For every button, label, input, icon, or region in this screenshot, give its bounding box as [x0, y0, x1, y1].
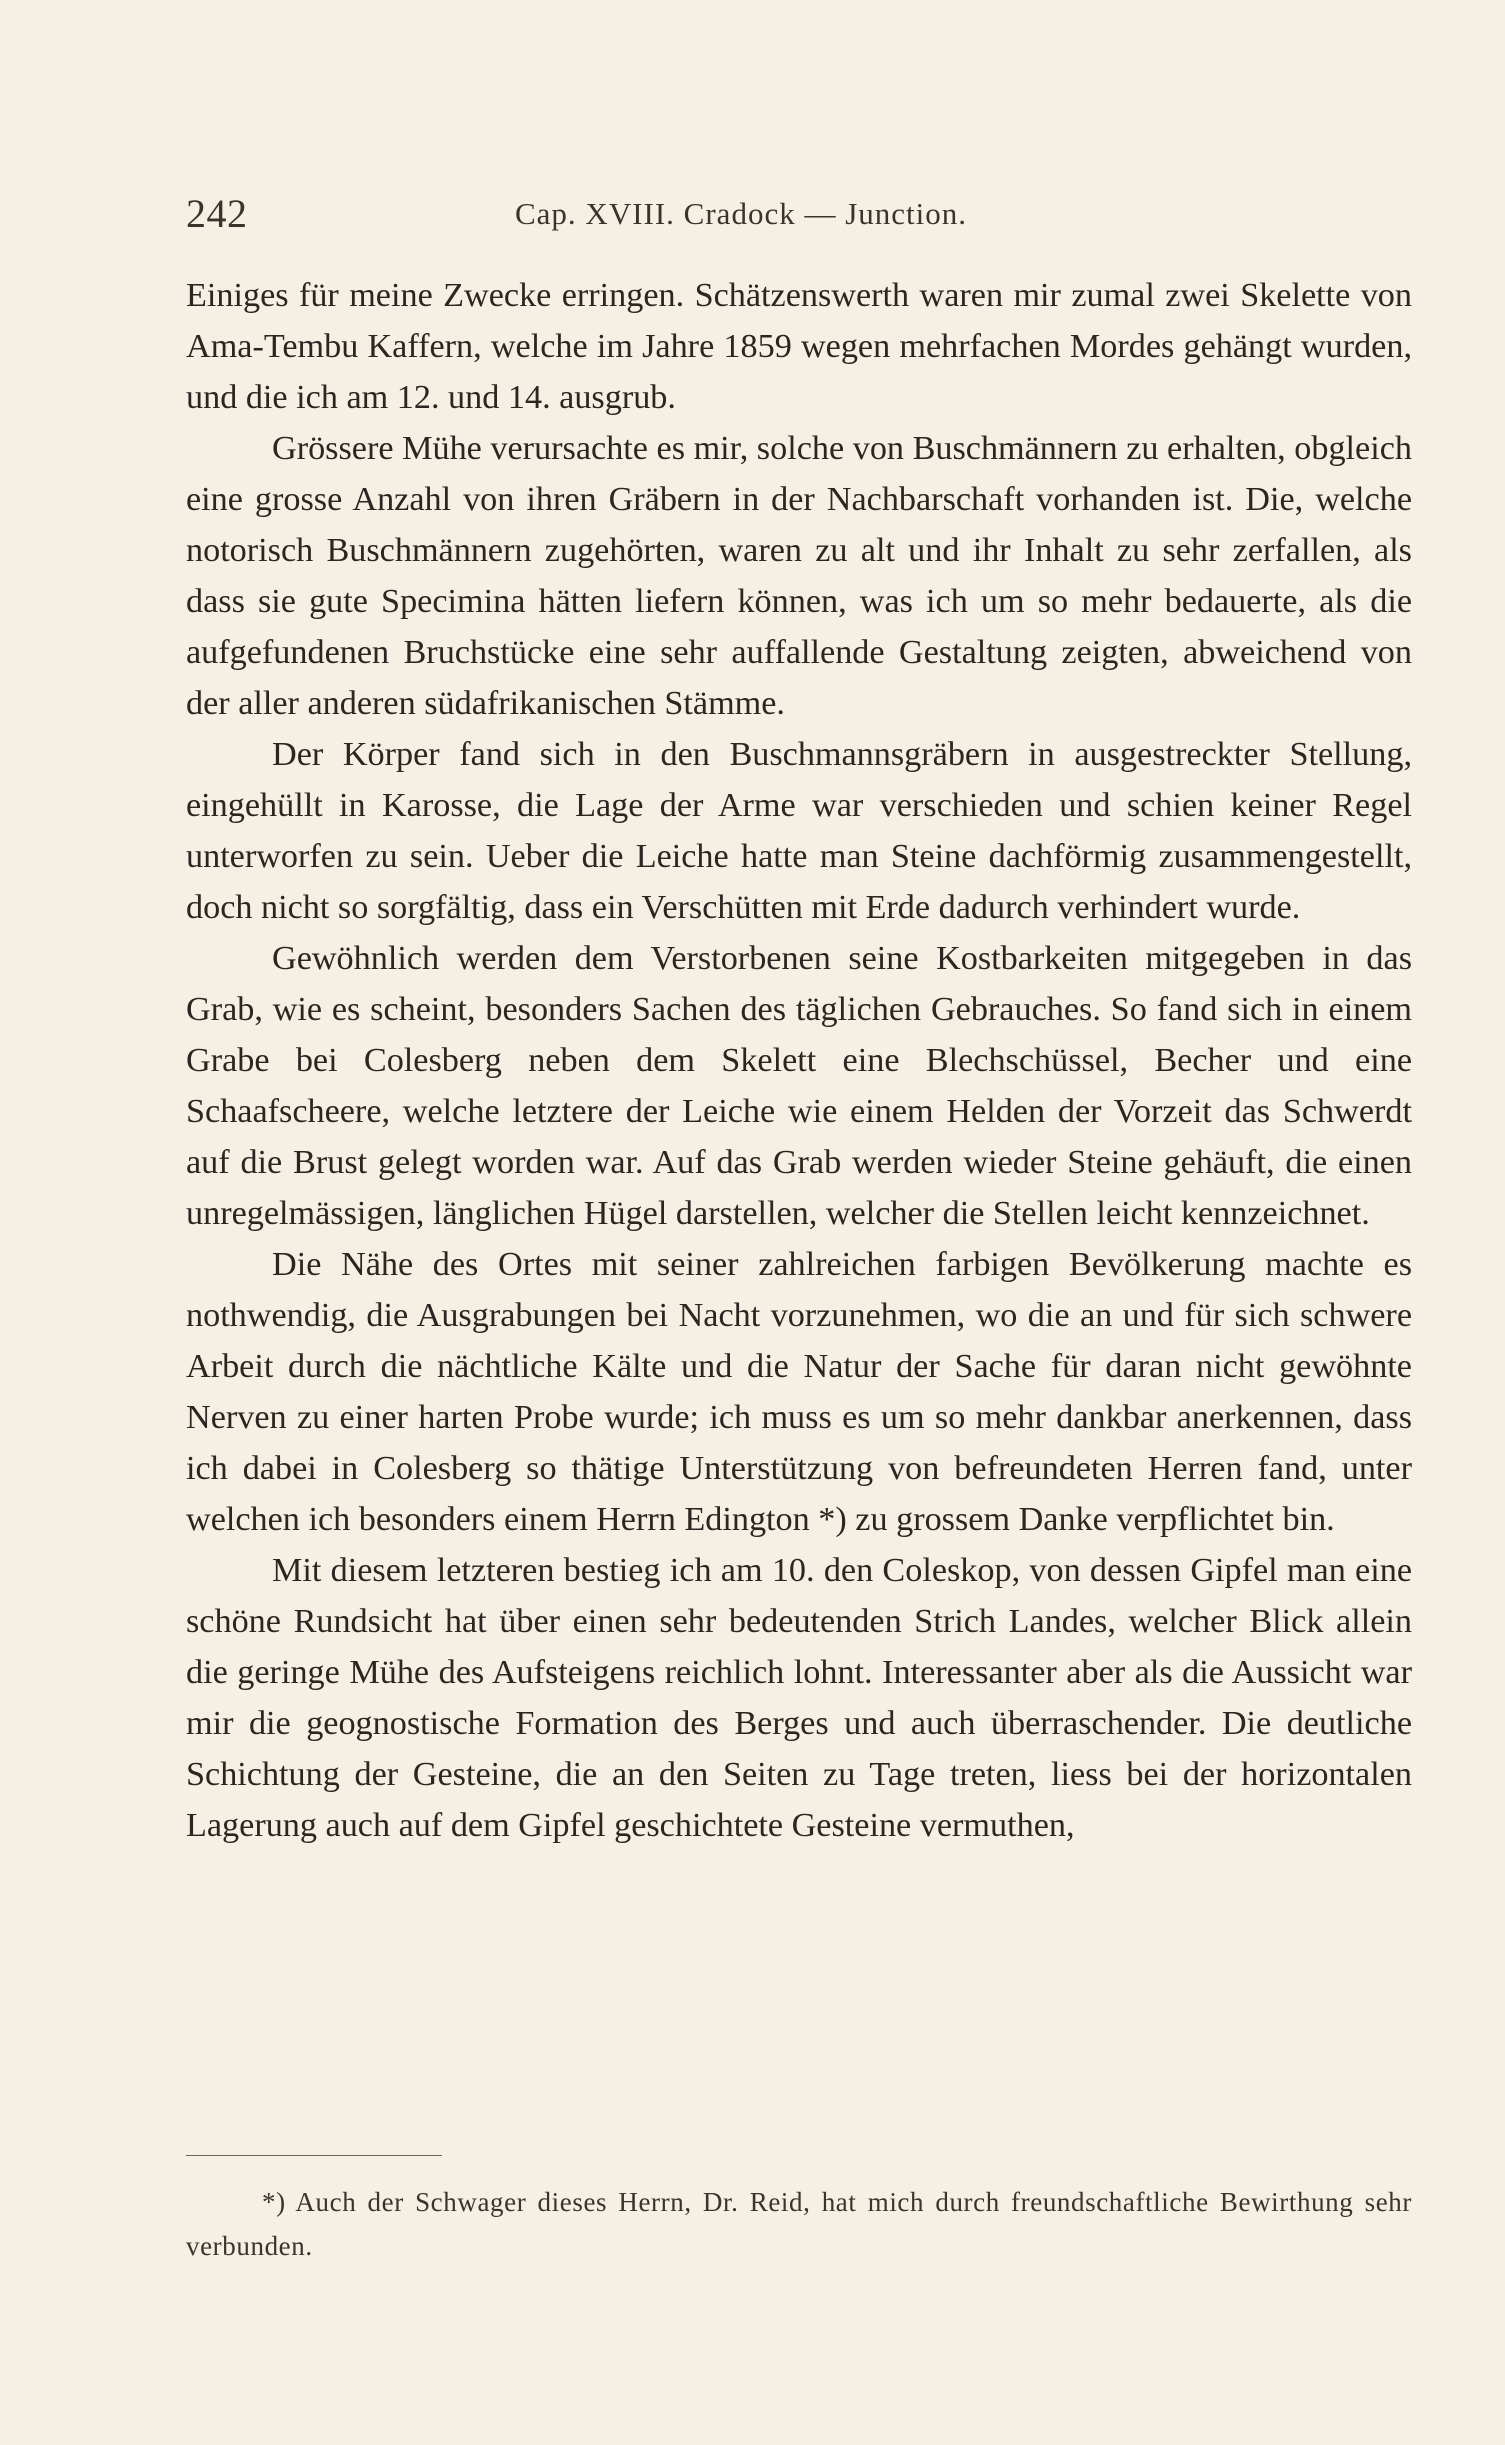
running-head: Cap. XVIII. Cradock — Junction. [515, 196, 967, 231]
paragraph-continued: Einiges für meine Zwecke erringen. Schätzenswerth waren mir zumal zwei Skelette von Ama-Tembu Kaffern, welche im Jahre 1859 wegen mehrfachen Mordes gehängt wurden, und die ich am 12. und 14. ausgrub. [186, 277, 1412, 416]
paragraph-bushmen-graves: Grössere Mühe verursachte es mir, solche von Buschmännern zu erhalten, obgleich eine grosse Anzahl von ihren Gräbern in der Nachbarschaft vorhanden ist. Die, welche notorisch Buschmännern zugehörten, waren zu alt und ihr Inhalt zu sehr zerfallen, als dass sie gute Specimina hätten liefern können, was ich um so mehr bedauerte, als die aufgefundenen Bruchstücke eine sehr auffallende Gestaltung zeigten, abweichend von der aller anderen südafrikanischen Stämme. [186, 430, 1412, 722]
page-header [186, 186, 1296, 242]
page-number: 242 [186, 191, 248, 236]
paragraph-night-excavation: Die Nähe des Ortes mit seiner zahlreichen farbigen Bevölkerung machte es nothwendig, die Ausgrabungen bei Nacht vorzunehmen, wo die an und für sich schwere Arbeit durch die nächtliche Kälte und die Natur der Sache für daran nicht gewöhnte Nerven zu einer harten Probe wurde; ich muss es um so mehr dankbar anerkennen, dass ich dabei in Colesberg so thätige Unterstützung von befreundeten Herren fand, unter welchen ich besonders einem Herrn Edington *) zu grossem Danke verpflichtet bin. [186, 1246, 1412, 1538]
body-text [186, 270, 1412, 1851]
footnote-divider [186, 2155, 442, 2156]
paragraph-coleskop: Mit diesem letzteren bestieg ich am 10. den Coleskop, von dessen Gipfel man eine schöne Rundsicht hat über einen sehr bedeutenden Strich Landes, welcher Blick allein die geringe Mühe des Aufsteigens reichlich lohnt. Interessanter aber als die Aussicht war mir die geognostische Formation des Berges und auch überraschender. Die deutliche Schichtung der Gesteine, die an den Seiten zu Tage treten, liess bei der horizontalen Lagerung auch auf dem Gipfel geschichtete Gesteine vermuthen, [186, 1552, 1412, 1844]
paragraph-burial-position: Der Körper fand sich in den Buschmannsgräbern in ausgestreckter Stellung, eingehüllt in Karosse, die Lage der Arme war verschieden und schien keiner Regel unterworfen zu sein. Ueber die Leiche hatte man Steine dachförmig zusammengestellt, doch nicht so sorgfältig, dass ein Verschütten mit Erde dadurch verhindert wurde. [186, 736, 1412, 926]
paragraph-grave-goods: Gewöhnlich werden dem Verstorbenen seine Kostbarkeiten mitgegeben in das Grab, wie es scheint, besonders Sachen des täglichen Gebrauches. So fand sich in einem Grabe bei Colesberg neben dem Skelett eine Blechschüssel, Becher und eine Schaafscheere, welche letztere der Leiche wie einem Helden der Vorzeit das Schwerdt auf die Brust gelegt worden war. Auf das Grab werden wieder Steine gehäuft, die einen unregelmässigen, länglichen Hügel darstellen, welcher die Stellen leicht kennzeichnet. [186, 940, 1412, 1232]
footnote: *) Auch der Schwager dieses Herrn, Dr. Reid, hat mich durch freundschaftliche Bewirthung sehr verbunden. [186, 2187, 1412, 2261]
